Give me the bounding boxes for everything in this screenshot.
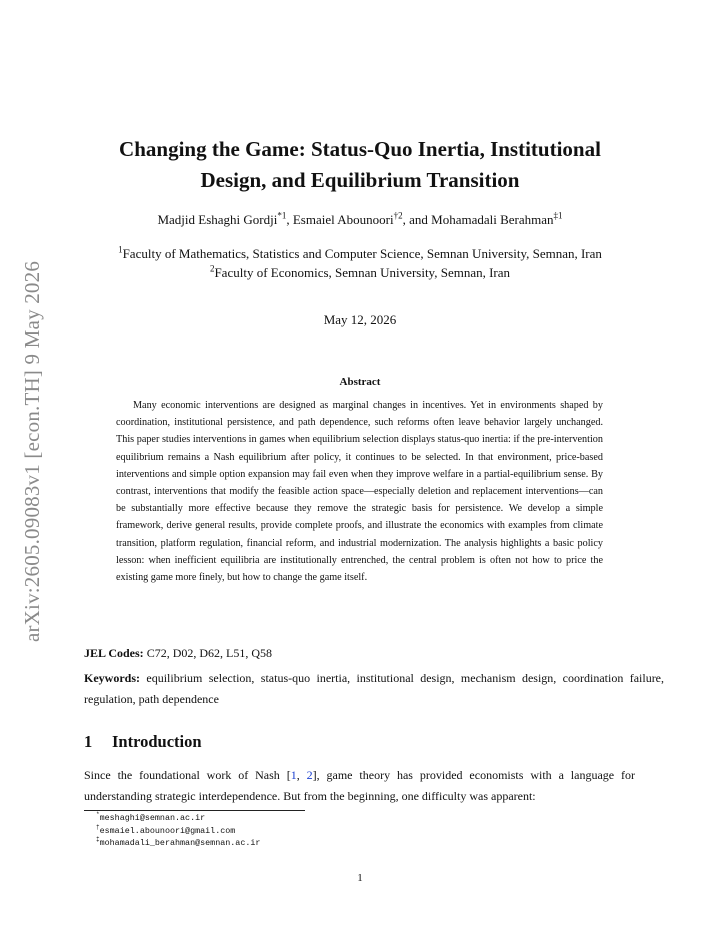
paper-date: May 12, 2026 xyxy=(323,312,397,327)
author-name: Madjid Eshaghi Gordji xyxy=(157,212,278,227)
abstract-heading: Abstract xyxy=(339,376,381,388)
footnote-rule xyxy=(84,810,305,811)
arxiv-stamp-text: arXiv:2605.09083v1 [econ.TH] 9 May 2026 xyxy=(20,260,45,642)
title-line-1: Changing the Game: Status-Quo Inertia, Institutional xyxy=(119,137,601,161)
footnote-mark: † xyxy=(96,823,100,831)
affiliation-mark: 1 xyxy=(118,244,123,255)
author-separator: , xyxy=(286,212,293,227)
intro-paragraph xyxy=(84,765,635,807)
page-number: 1 xyxy=(357,872,363,884)
author-list xyxy=(80,212,640,228)
footnote-mark: * xyxy=(96,811,100,819)
footnote-email: meshaghi@semnan.ac.ir xyxy=(99,813,206,823)
arxiv-stamp xyxy=(18,248,48,654)
author-name: Esmaiel Abounoori xyxy=(292,212,394,227)
footnote-item xyxy=(96,812,260,825)
author-name: Mohamadali Berahman xyxy=(431,212,554,227)
footnote-item xyxy=(96,837,260,850)
footnote-mark: ‡ xyxy=(96,836,100,844)
citation-separator: , xyxy=(296,768,307,782)
footnotes xyxy=(96,812,260,850)
footnote-email: mohamadali_berahman@semnan.ac.ir xyxy=(99,838,261,848)
jel-label: JEL Codes: xyxy=(84,646,144,660)
affiliation-1 xyxy=(60,246,660,262)
author-mark: ‡1 xyxy=(553,210,563,221)
affiliation-text: Faculty of Mathematics, Statistics and Computer Science, Semnan University, Semnan, Iran xyxy=(122,246,602,261)
section-number: 1 xyxy=(84,732,93,751)
affiliation-2 xyxy=(60,265,660,281)
intro-text-end: ], game theory has provided economists with a language for understanding strategic interdependence. But from the beginning, one difficulty was apparent: xyxy=(84,768,636,803)
section-title: Introduction xyxy=(112,732,202,751)
jel-values: C72, D02, D62, L51, Q58 xyxy=(146,646,273,660)
abstract-body: Many economic interventions are designed as marginal changes in incentives. Yet in environments shaped by coordination, institutional persistence, and path dependence, such reforms often leave behavior largely unchanged. This paper studies interventions in games when equilibrium selection displays status-quo inertia: if the pre-intervention equilibrium remains a Nash equilibrium after policy, it continues to be selected. In that environment, price-based interventions and simple option expansion may fail even when they improve welfare in a partial-equilibrium sense. By contrast, interventions that modify the feasible action space—especially deletion and replacement interventions—can be substantially more effective because they remove the strategic basis for persistence. We develop a simple framework, derive general results, provide complete proofs, and illustrate the economics with examples from climate transition, platform regulation, financial reform, and industrial modernization. The analysis highlights a basic policy lesson: when inefficient equilibria are institutionally entrenched, the central problem is often not how to price the existing game more finely, but how to change the game itself. xyxy=(116,400,603,584)
section-heading xyxy=(84,732,202,752)
affiliation-text: Faculty of Economics, Semnan University, Semnan, Iran xyxy=(214,265,511,280)
citation-link-2[interactable]: 2 xyxy=(306,768,313,782)
author-mark: †2 xyxy=(393,210,403,221)
author-separator: , and xyxy=(402,212,432,227)
footnote-email: esmaiel.abounoori@gmail.com xyxy=(99,825,236,836)
keywords xyxy=(84,668,664,710)
title-line-2: Design, and Equilibrium Transition xyxy=(200,168,520,192)
jel-codes xyxy=(84,646,635,661)
affiliation-mark: 2 xyxy=(209,263,215,274)
keywords-text: equilibrium selection, status-quo inertia, institutional design, mechanism design, coordination failure, regulation, path dependence xyxy=(84,671,665,706)
keywords-label: Keywords: xyxy=(84,671,140,685)
intro-text-start: Since the foundational work of Nash [ xyxy=(84,768,291,782)
footnote-item xyxy=(96,825,260,838)
author-mark: *1 xyxy=(277,210,287,221)
paper-title xyxy=(80,134,640,196)
citation-link-1[interactable]: 1 xyxy=(290,768,297,782)
